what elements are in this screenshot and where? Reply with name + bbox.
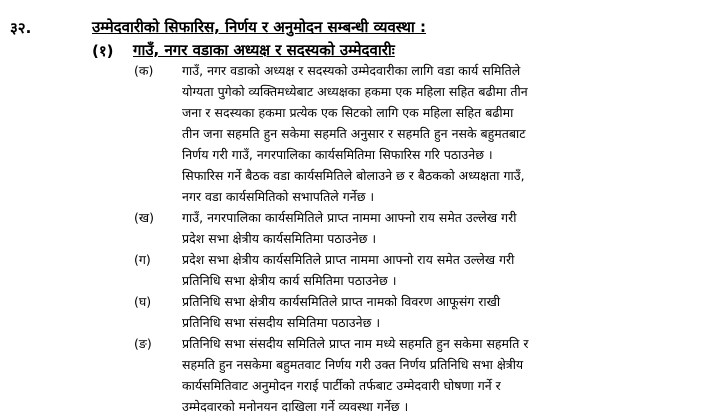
clause-body-gha <box>182 291 658 333</box>
clause-line: सहमति हुन नसकेमा बहुमतवाट निर्णय गरी उक्त निर्णय प्रतिनिधि सभा क्षेत्रीय <box>182 357 524 372</box>
clause-label-ga: (ग) <box>134 252 151 267</box>
clause-line: प्रतिनिधि सभा संसदीय समितिले प्राप्त नाम मध्ये सहमति हुन सकेमा सहमति र <box>182 336 529 351</box>
clause-label-kha: (ख) <box>134 210 154 225</box>
clause-label-nga: (ङ) <box>134 336 152 351</box>
section-number: ३२. <box>10 19 32 37</box>
clause-body-ka <box>182 60 658 207</box>
subsection-title: गाउँ, नगर वडाका अध्यक्ष र सदस्यको उम्मेदवारीः <box>133 41 395 59</box>
section-title: उम्मेदवारीको सिफारिस, निर्णय र अनुमोदन सम्बन्धी व्यवस्था : <box>92 18 427 36</box>
clause-line: नगर वडा कार्यसमितिको सभापतिले गर्नेछ । <box>182 189 375 204</box>
clause-line: प्रतिनिधि सभा क्षेत्रीय कार्यसमितिले प्राप्त नामको विवरण आफूसंग राखी <box>182 294 501 309</box>
clause-line: तीन जना सहमति हुन सकेमा सहमति अनुसार र सहमति हुन नसके बहुमतबाट <box>182 126 526 141</box>
clause-label-gha: (घ) <box>134 294 152 309</box>
clause-line: योग्यता पुगेको व्यक्तिमध्येबाट अध्यक्षका हकमा एक महिला सहित बढीमा तीन <box>182 84 528 99</box>
clause-line: कार्यसमितिवाट अनुमोदन गराई पार्टीको तर्फबाट उम्मेदवारी घोषणा गर्ने र <box>182 378 501 393</box>
clause-line: जना र सदस्यका हकमा प्रत्येक एक सिटको लागि एक महिला सहित बढीमा <box>182 105 514 120</box>
clause-line: प्रतिनिधि सभा क्षेत्रीय कार्य समितिमा पठाउनेछ । <box>182 273 397 288</box>
clause-line: गाउँ, नगरपालिका कार्यसमितिले प्राप्त नाममा आफ्नो राय समेत उल्लेख गरी <box>182 210 517 225</box>
clause-body-ga <box>182 249 658 291</box>
clause-label-ka: (क) <box>134 63 154 78</box>
clause-line: निर्णय गरी गाउँ, नगरपालिका कार्यसमितिमा सिफारिस गरि पठाउनेछ । <box>182 147 493 162</box>
clause-line: प्रदेश सभा क्षेत्रीय कार्यसमितिमा पठाउनेछ । <box>182 231 377 246</box>
clause-body-nga <box>182 333 658 417</box>
clause-body-kha <box>182 207 658 249</box>
clause-line: प्रदेश सभा क्षेत्रीय कार्यसमितिले प्राप्त नाममा आफ्नो राय समेत उल्लेख गरी <box>182 252 515 267</box>
clause-line: गाउँ, नगर वडाको अध्यक्ष र सदस्यको उम्मेदवारीका लागि वडा कार्य समितिले <box>182 63 521 78</box>
clause-line: उम्मेदवारको मनोनयन दाखिला गर्ने व्यवस्था गर्नेछ । <box>182 399 409 414</box>
clause-line: प्रतिनिधि सभा संसदीय समितिमा पठाउनेछ । <box>182 315 381 330</box>
subsection-number: (१) <box>92 42 114 60</box>
clause-line: सिफारिस गर्ने बैठक वडा कार्यसमितिले बोलाउने छ र बैठकको अध्यक्षता गाउँ, <box>182 168 525 183</box>
